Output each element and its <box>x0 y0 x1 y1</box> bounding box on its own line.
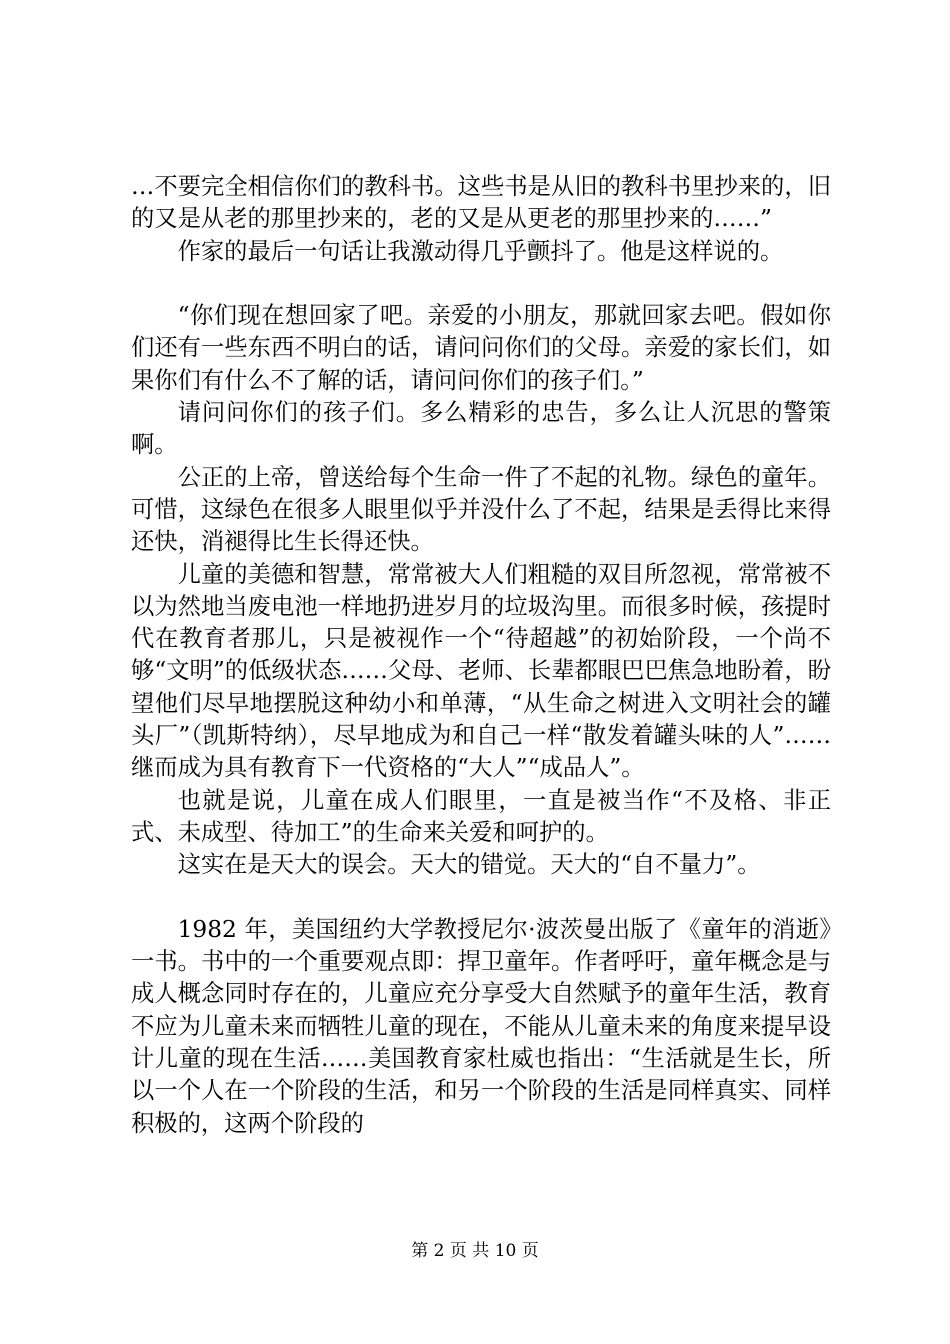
paragraph-misunderstanding: 这实在是天大的误会。天大的错觉。天大的“自不量力”。 <box>177 851 761 879</box>
paragraph-continuation: …不要完全相信你们的教科书。这些书是从旧的教科书里抄来的，旧的又是从老的那里抄来的，老的又是从更老的那里抄来的……” <box>131 173 831 233</box>
page-number-footer: 第 2 页 共 10 页 <box>411 1241 539 1261</box>
paragraph-adults-view: 也就是说，儿童在成人们眼里，一直是被当作“不及格、非正式、未成型、待加工”的生命来关爱和呵护的。 <box>131 786 831 846</box>
document-body <box>131 171 831 1140</box>
paragraph-green-childhood: 公正的上帝，曾送给每个生命一件了不起的礼物。绿色的童年。可惜，这绿色在很多人眼里似乎并没什么了不起，结果是丢得比来得还快，消褪得比生长得还快。 <box>131 463 831 556</box>
paragraph-author-last-words: 作家的最后一句话让我激动得几乎颤抖了。他是这样说的。 <box>177 237 784 265</box>
paragraph-quote: “你们现在想回家了吧。亲爱的小朋友，那就回家去吧。假如你们还有一些东西不明白的话，请问问你们的父母。亲爱的家长们，如果你们有什么不了解的话，请问问你们的孩子们。” <box>131 302 831 394</box>
paragraph-gap <box>131 882 831 914</box>
paragraph-advice: 请问问你们的孩子们。多么精彩的忠告，多么让人沉思的警策啊。 <box>131 399 831 459</box>
paragraph-gap <box>131 268 831 300</box>
paragraph-postman-dewey: 1982 年，美国纽约大学教授尼尔·波茨曼出版了《童年的消逝》一书。书中的一个重要观点即：捍卫童年。作者呼吁，童年概念是与成人概念同时存在的，儿童应充分享受大自然赋予的童年生活，教育不应为儿童未来而牺牲儿童的现在，不能从儿童未来的角度来提早设计儿童的现在生活……美国教育家杜威也指出：“生活就是生长，所以一个人在一个阶段的生活，和另一个阶段的生活是同样真实、同样积极的，这两个阶段的 <box>131 915 831 1137</box>
paragraph-virtue-wisdom: 儿童的美德和智慧，常常被大人们粗糙的双目所忽视，常常被不以为然地当废电池一样地扔进岁月的垃圾沟里。而很多时候，孩提时代在教育者那儿，只是被视作一个“待超越”的初始阶段，一个尚不够“文明”的低级状态……父母、老师、长辈都眼巴巴焦急地盼着，盼望他们尽早地摆脱这种幼小和单薄，“从生命之树进入文明社会的罐头厂”（凯斯特纳），尽早地成为和自己一样“散发着罐头味的人”……继而成为具有教育下一代资格的“大人”“成品人”。 <box>131 560 831 782</box>
